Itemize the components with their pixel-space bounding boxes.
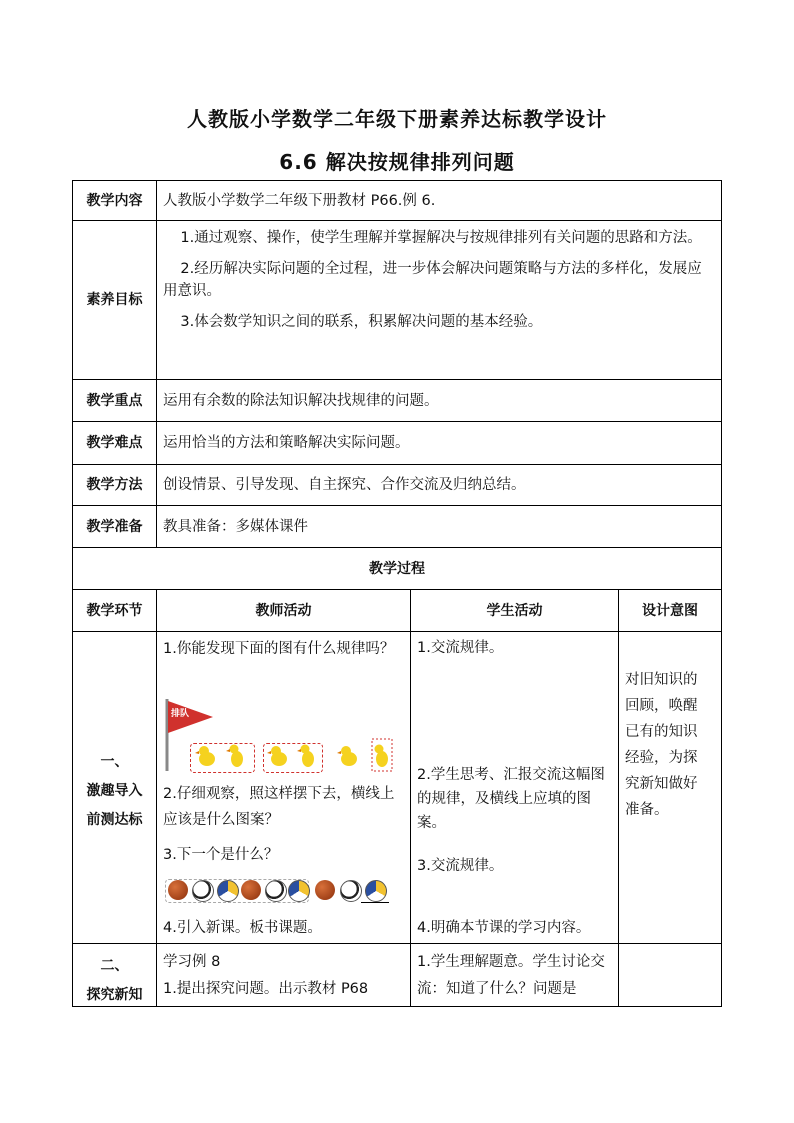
balls-figure [165, 879, 393, 903]
basketball-icon [315, 880, 335, 900]
stage1-a4: 4.明确本节课的学习内容。 [417, 920, 591, 936]
basketball-icon [241, 880, 261, 900]
stage1-intent: 对旧知识的回顾，唤醒已有的知识经验，为探究新知做好准备。 [625, 672, 698, 818]
label-method: 教学方法 [86, 477, 143, 493]
answer-blank-line [361, 902, 389, 903]
stage2-title: 探究新知 [86, 987, 143, 1003]
stage2-teacher [163, 949, 403, 1003]
stage1-q4: 4.引入新课。板书课题。 [163, 920, 322, 936]
label-difficulty: 教学难点 [86, 435, 143, 451]
col-header-teacher: 教师活动 [255, 602, 312, 619]
chick-icon [267, 746, 287, 766]
col-header-intent: 设计意图 [642, 602, 698, 619]
basketball-icon [168, 880, 188, 900]
stage2-teacher-line1: 学习例 8 [163, 954, 221, 970]
chick-icon [337, 746, 357, 766]
value-prep: 教具准备：多媒体课件 [163, 518, 308, 535]
process-heading: 教学过程 [369, 560, 425, 577]
document-title: 人教版小学数学二年级下册素养达标教学设计 [187, 107, 607, 131]
goal-item: 3.体会数学知识之间的联系，积累解决问题的基本经验。 [180, 314, 543, 330]
duck-icon [226, 745, 243, 768]
value-key: 运用有余数的除法知识解决找规律的问题。 [163, 392, 439, 409]
duck-icon [297, 745, 314, 768]
soccer-ball-icon [192, 880, 214, 902]
stage1-q3: 3.下一个是什么？ [163, 847, 279, 863]
col-header-student: 学生活动 [486, 602, 543, 619]
value-method: 创设情景、引导发现、自主探究、合作交流及归纳总结。 [163, 477, 526, 493]
goal-item: 2.经历解决实际问题的全过程，进一步体会解决问题策略与方法的多样化，发展应用意识。 [163, 261, 702, 299]
pattern-figure [163, 697, 403, 777]
value-goals [163, 227, 713, 333]
value-difficulty: 运用恰当的方法和策略解决实际问题。 [163, 435, 410, 451]
stage2-student: 1.学生理解题意。学生讨论交流：知道了什么？问题是 [417, 954, 605, 997]
duck-icon [372, 739, 392, 771]
label-key: 教学重点 [86, 392, 143, 409]
stage1-name [73, 748, 156, 835]
stage1-title-1: 激趣导入 [86, 783, 143, 799]
chick-icon [195, 746, 215, 766]
stage2-number: 二、 [100, 958, 129, 974]
stage2-name [73, 952, 156, 1010]
stage1-a1: 1.交流规律。 [417, 640, 504, 656]
col-header-stage: 教学环节 [86, 602, 143, 619]
stage1-title-2: 前测达标 [86, 812, 143, 828]
chick-duck-sequence [163, 697, 403, 777]
document-subtitle: 6.6 解决按规律排列问题 [279, 150, 515, 174]
stage1-a3: 3.交流规律。 [417, 858, 504, 874]
volleyball-icon [217, 880, 239, 902]
flag-label: 排队 [171, 709, 190, 719]
stage1-a2: 2.学生思考、汇报交流这幅图的规律，及横线上应填的图案。 [417, 767, 605, 831]
label-prep: 教学准备 [86, 518, 143, 535]
label-content: 教学内容 [86, 192, 143, 209]
goal-item: 1.通过观察、操作，使学生理解并掌握解决与按规律排列有关问题的思路和方法。 [180, 230, 702, 246]
value-content: 人教版小学数学二年级下册教材 P66.例 6. [163, 192, 436, 209]
stage2-teacher-line2: 1.提出探究问题。出示教材 P68 [163, 981, 369, 997]
label-goals: 素养目标 [86, 292, 143, 308]
volleyball-icon [365, 880, 387, 902]
stage1-q2: 2.仔细观察，照这样摆下去，横线上应该是什么图案？ [163, 786, 395, 828]
soccer-ball-icon [340, 880, 362, 902]
volleyball-icon [288, 880, 310, 902]
stage1-number: 一、 [100, 754, 129, 770]
soccer-ball-icon [265, 880, 287, 902]
stage1-q1: 1.你能发现下面的图有什么规律吗？ [163, 641, 395, 657]
